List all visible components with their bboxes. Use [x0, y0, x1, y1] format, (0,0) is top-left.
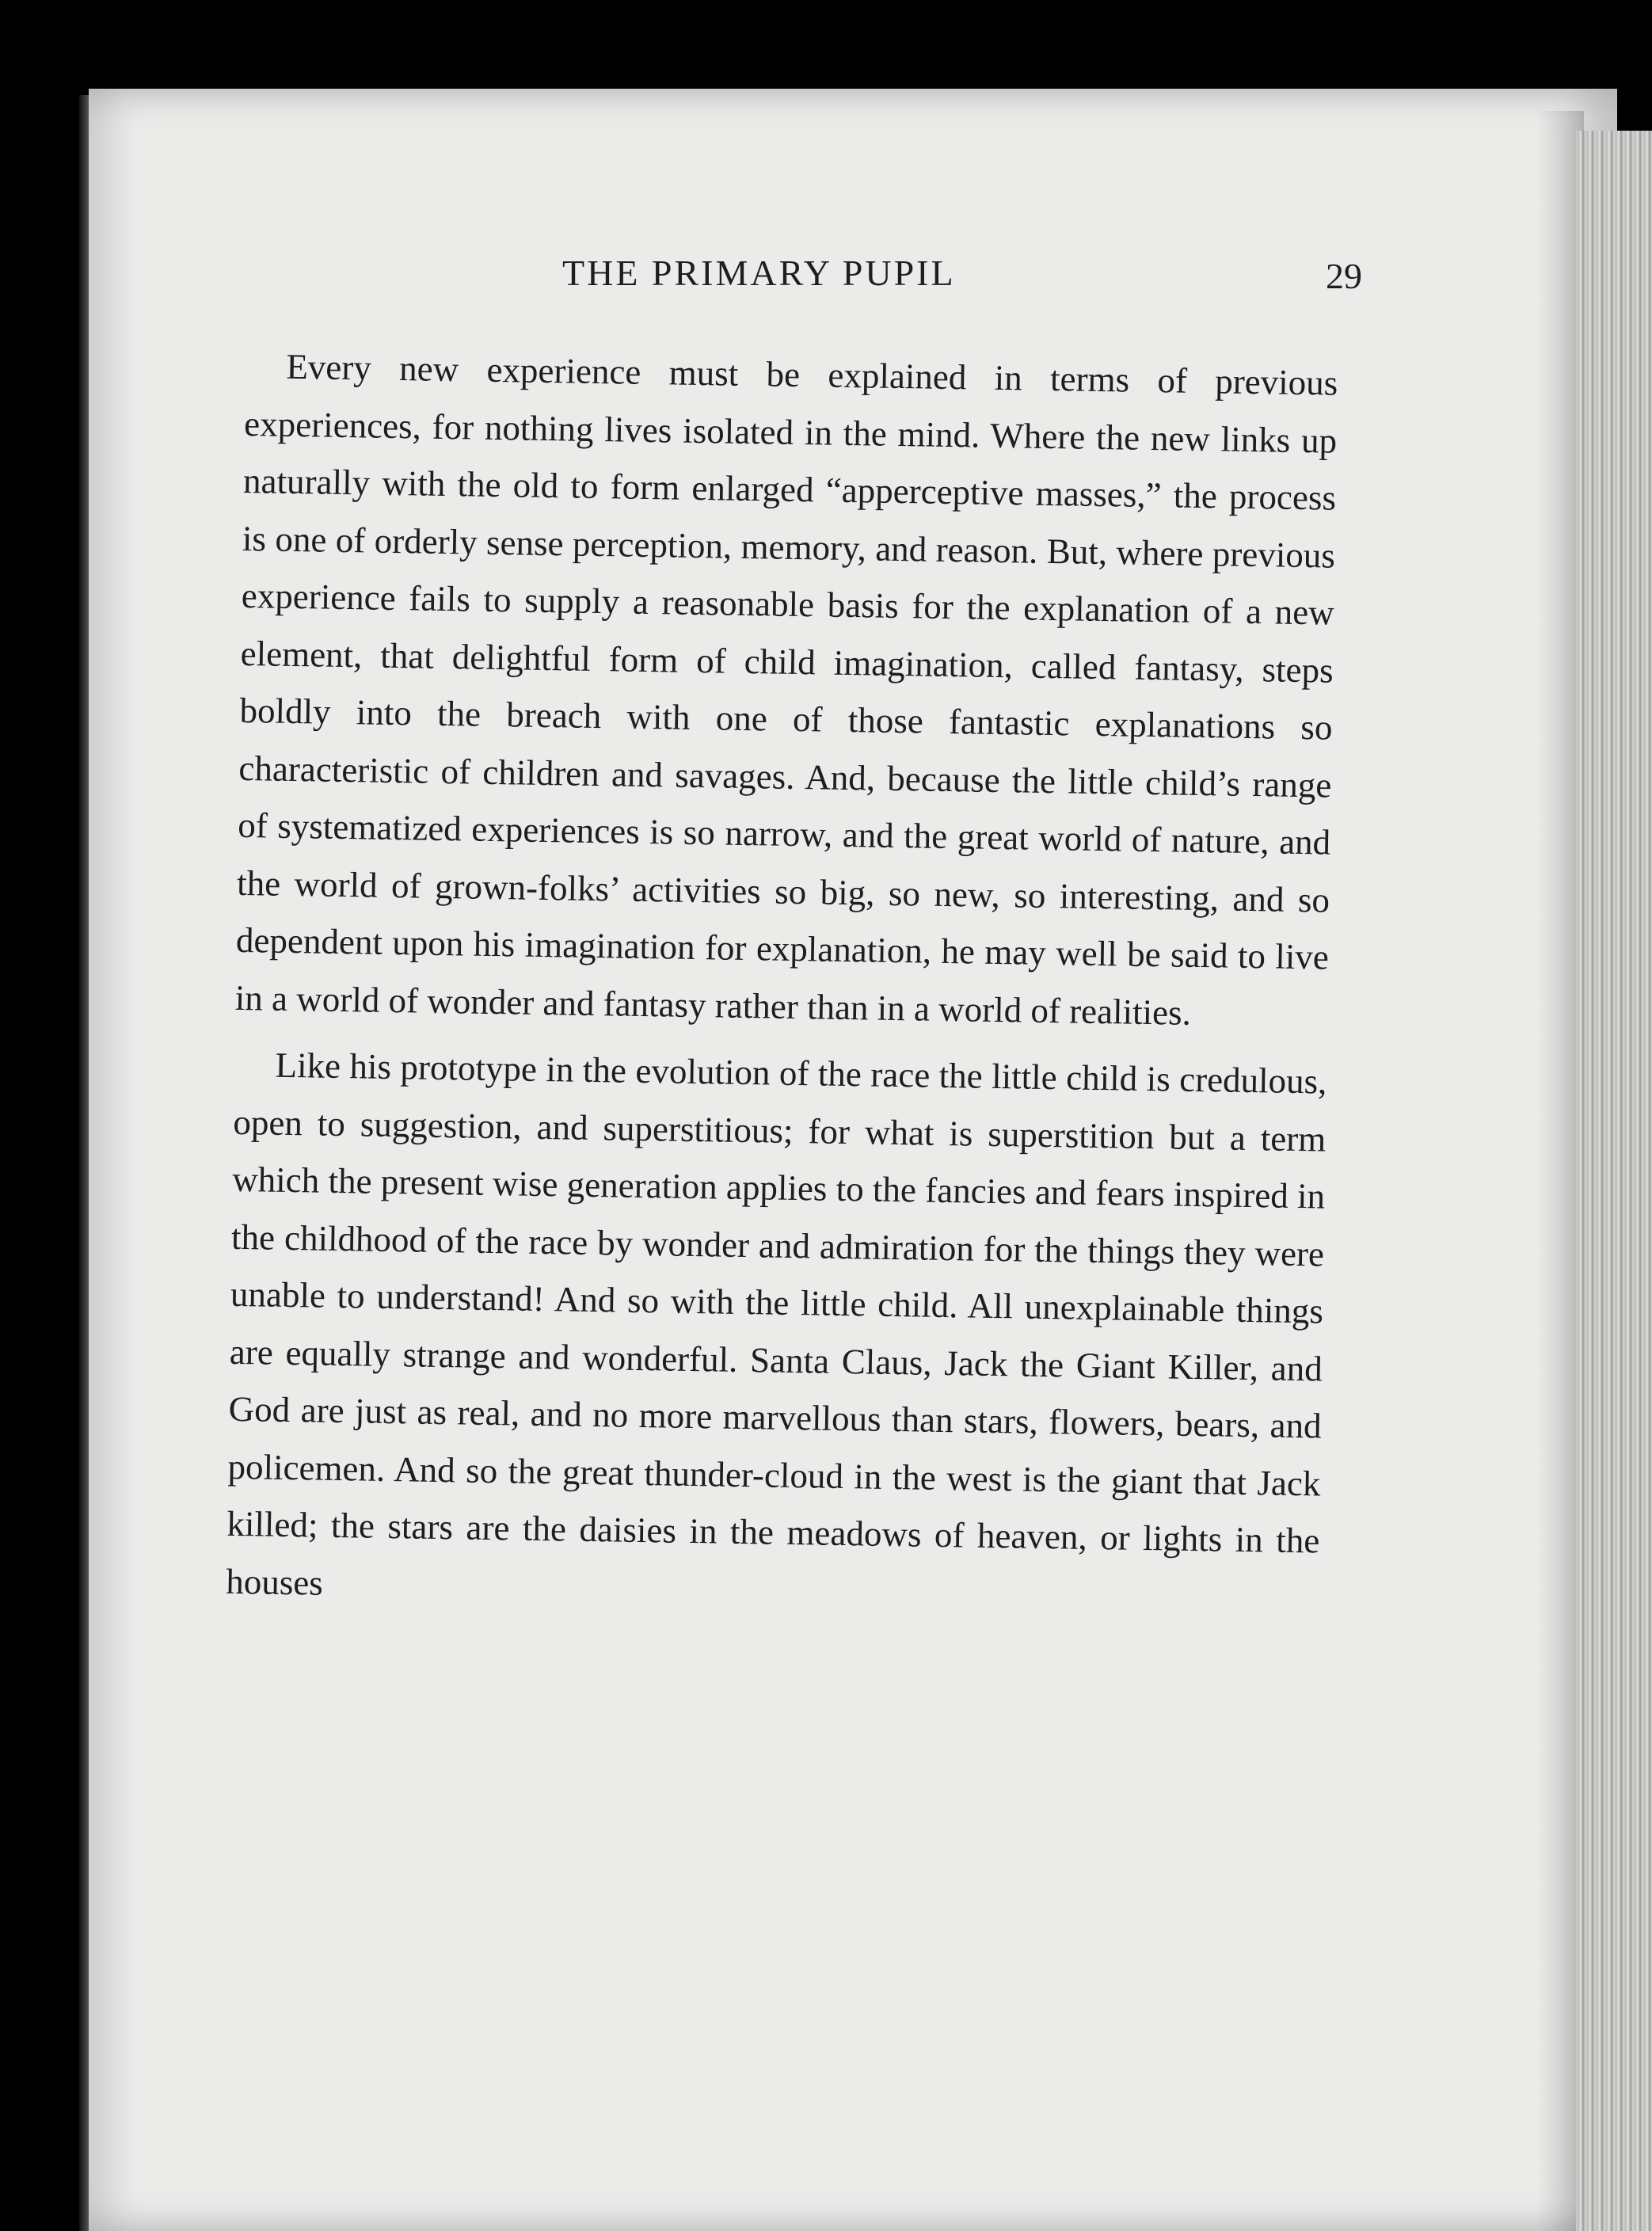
paragraph: Every new experience must be explained in terms of previous experiences, for nothing lives isolated in the mind. Where the new links up naturally with the old to form enlarged “apperceptive masses,” the process is one of orderly sense perception, memory, and reason. But, where previous experience fails to supply a reasonable basis for the explanation of a new element, that delightful form of child imagination, called fantasy, steps boldly into the breach with one of those fantastic explanations so characteristic of children and savages. And, because the little child’s range of systematized experiences is so narrow, and the great world of nature, and the world of grown-folks’ activities so big, so new, so interesting, and so dependent upon his imagination for explanation, he may well be said to live in a world of wonder and fantasy rather than in a world of realities. — [234, 346, 1338, 1033]
running-title: THE PRIMARY PUPIL — [562, 253, 956, 293]
page-header — [238, 252, 1362, 299]
paragraph: Like his prototype in the evolution of the race the little child is credulous, open to suggestion, and superstitious; for what is superstition but a term which the present wise generation applies to the fancies and fears inspired in the childhood of the race by wonder and admiration for the things they were unable to understand! And so with the little child. All unexplainable things are equally strange and wonderful. Santa Claus, Jack the Giant Killer, and God are just as real, and no more marvellous than stars, flowers, bears, and policemen. And so the great thunder-cloud in the west is the giant that Jack killed; the stars are the daisies in the meadows of heaven, or lights in the houses — [225, 1045, 1327, 1603]
page-number: 29 — [1326, 256, 1362, 296]
book-fore-edge — [1576, 131, 1652, 2231]
body-text — [226, 337, 1338, 1627]
